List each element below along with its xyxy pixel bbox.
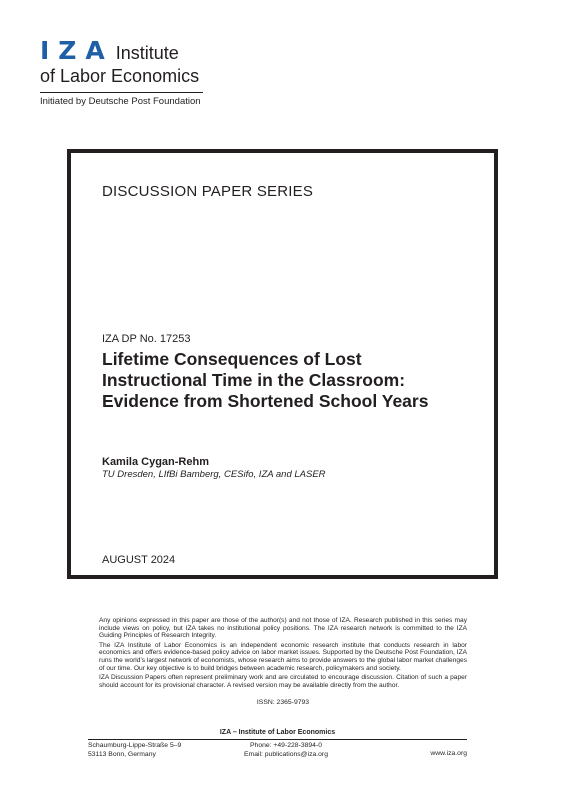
disclaimer (99, 617, 467, 691)
disclaimer-paragraph: The IZA Institute of Labor Economics is an independent economic research institute that conducts research in labor economics and offers evidence-based policy advice on labor market issues. Supported by the Deutsche Post Foundation, IZA runs the world’s largest network of economists, whose research aims to provide answers to the global labor market challenges of our time. Our key objective is to build bridges between academic research, policymakers and society. (99, 641, 467, 672)
logo-tagline: Initiated by Deutsche Post Foundation (40, 96, 201, 107)
author-affiliation: TU Dresden, LIfBi Bamberg, CESifo, IZA and LASER (102, 469, 326, 480)
iza-logo (40, 38, 210, 108)
paper-title (102, 349, 482, 412)
disclaimer-paragraph: IZA Discussion Papers often represent preliminary work and are circulated to encourage discussion. Citation of such a paper should account for its provisional character. A revised version may be available directly from the author. (99, 674, 467, 689)
publication-date: AUGUST 2024 (102, 554, 176, 566)
issn: ISSN: 2365-9793 (256, 699, 310, 706)
footer-divider (88, 739, 467, 740)
logo-line2: of Labor Economics (40, 66, 200, 86)
dp-number: IZA DP No. 17253 (102, 333, 191, 345)
logo-line1: Institute (115, 43, 179, 63)
footer-title: IZA – Institute of Labor Economics (219, 729, 336, 736)
website-link[interactable]: www.iza.org (430, 750, 467, 757)
disclaimer-paragraph: Any opinions expressed in this paper are those of the author(s) and not those of IZA. Research published in this series may include views on policy, but IZA takes no institutional policy positions. The IZA research network is committed to the IZA Guiding Principles of Research Integrity. (99, 617, 467, 640)
logo-divider (40, 92, 203, 93)
phone: Phone: +49-228-3894-0 (250, 742, 322, 749)
email-link[interactable]: Email: publications@iza.org (244, 750, 328, 758)
series-title: DISCUSSION PAPER SERIES (102, 183, 314, 200)
address-line: Schaumburg-Lippe-Straße 5–9 (88, 742, 182, 749)
logo-mark: IZA (40, 36, 114, 65)
footer-contact (243, 742, 329, 759)
address-line: 53113 Bonn, Germany (88, 750, 156, 758)
author-name: Kamila Cygan-Rehm (102, 456, 209, 468)
paper-title-line: Evidence from Shortened School Years (102, 391, 429, 411)
footer-address (88, 742, 181, 759)
paper-title-line: Instructional Time in the Classroom: (102, 370, 406, 390)
cover-frame (67, 149, 498, 579)
paper-title-line: Lifetime Consequences of Lost (102, 349, 362, 369)
